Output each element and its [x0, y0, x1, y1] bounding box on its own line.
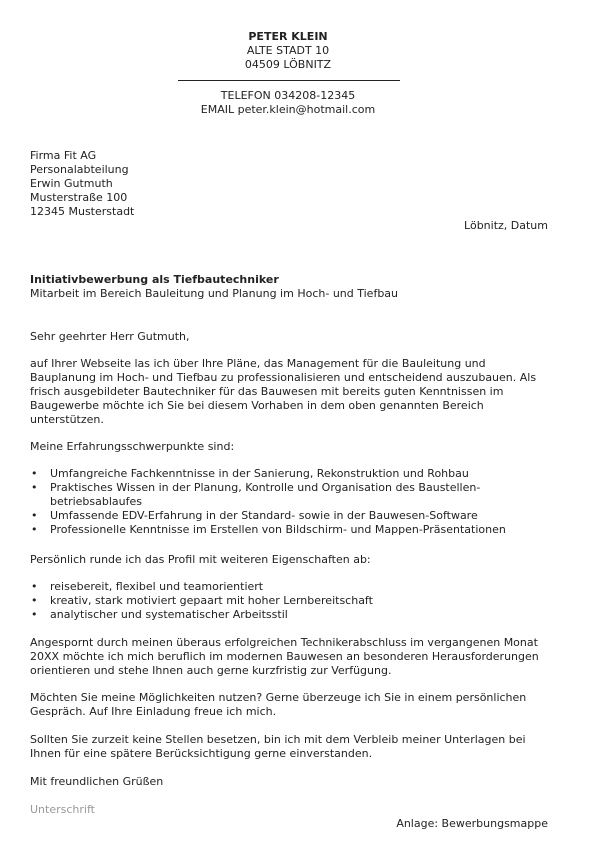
signature: Unterschrift [30, 803, 95, 816]
list-item: • kreativ, stark motiviert gepaart mit hoher Lernbereitschaft [30, 594, 552, 608]
sender-city: 04509 LÖBNITZ [244, 58, 332, 71]
subject-subtitle: Mitarbeit im Bereich Bauleitung und Planung im Hoch- und Tiefbau [30, 287, 399, 300]
recipient-address [30, 149, 552, 219]
list-item: • analytischer und systematischer Arbeitsstil [30, 608, 552, 622]
experience-list [30, 467, 552, 537]
list-item: • Umfangreiche Fachkenntnisse in der Sanierung, Rekonstruktion und Rohbau [30, 467, 552, 481]
list-item: • Umfassende EDV-Erfahrung in der Standard- sowie in der Bauwesen-Software [30, 509, 552, 523]
header-divider [178, 80, 400, 81]
recipient-street: Musterstraße 100 [30, 191, 128, 204]
recipient-company: Firma Fit AG [30, 149, 97, 162]
recipient-city: 12345 Musterstadt [30, 205, 135, 218]
interview-paragraph: Möchten Sie meine Möglichkeiten nutzen? Gerne überzeuge ich Sie in einem persönlichen Gespräch. Auf Ihre Einladung freue ich mich. [30, 691, 527, 718]
place-date: Löbnitz, Datum [464, 219, 548, 232]
salutation: Sehr geehrter Herr Gutmuth, [30, 330, 190, 343]
no-vacancy-paragraph: Sollten Sie zurzeit keine Stellen besetzen, bin ich mit dem Verbleib meiner Unterlagen bei Ihnen für eine spätere Berücksichtigung gerne einverstanden. [30, 733, 526, 760]
list-item: • reisebereit, flexibel und teamorientiert [30, 580, 552, 594]
experience-heading: Meine Erfahrungsschwerpunkte sind: [30, 440, 235, 453]
recipient-person: Erwin Gutmuth [30, 177, 113, 190]
subject-title: Initiativbewerbung als Tiefbautechniker [30, 273, 279, 286]
sender-phone: TELEFON 034208-12345 [220, 89, 356, 102]
motivation-paragraph: Angespornt durch meinen überaus erfolgreichen Technikerabschluss im vergangenen Monat 20XX möchte ich mich beruflich im modernen Bauwesen an besonderen Herausforderungen orientieren und stehe Ihnen auch gerne kurzfristig zur Verfügung. [30, 636, 539, 677]
closing: Mit freundlichen Grüßen [30, 775, 164, 788]
list-item: • Professionelle Kenntnisse im Erstellen von Bildschirm- und Mappen-Präsentationen [30, 523, 552, 537]
profile-list [30, 580, 552, 622]
sender-name: PETER KLEIN [248, 30, 328, 43]
intro-paragraph: auf Ihrer Webseite las ich über Ihre Pläne, das Management für die Bauleitung und Bauplanung im Hoch- und Tiefbau zu professionalisieren und entscheidend auszubauen. Als frisch ausgebildeter Bautechniker für das Bauwesen mit bereits guten Kenntnissen im Baugewerbe möchte ich Sie bei diesem Vorhaben in dem oben genannten Bereich unterstützen. [30, 357, 537, 426]
list-item: • Praktisches Wissen in der Planung, Kontrolle und Organisation des Baustellen-betriebsablaufes [30, 481, 552, 509]
sender-header [0, 30, 576, 72]
subject-block [30, 273, 552, 301]
sender-street: ALTE STADT 10 [246, 44, 330, 57]
sender-email: EMAIL peter.klein@hotmail.com [200, 103, 376, 116]
recipient-department: Personalabteilung [30, 163, 129, 176]
sender-contact [0, 89, 576, 117]
attachment-note: Anlage: Bewerbungsmappe [396, 817, 548, 830]
profile-heading: Persönlich runde ich das Profil mit weiteren Eigenschaften ab: [30, 553, 371, 566]
